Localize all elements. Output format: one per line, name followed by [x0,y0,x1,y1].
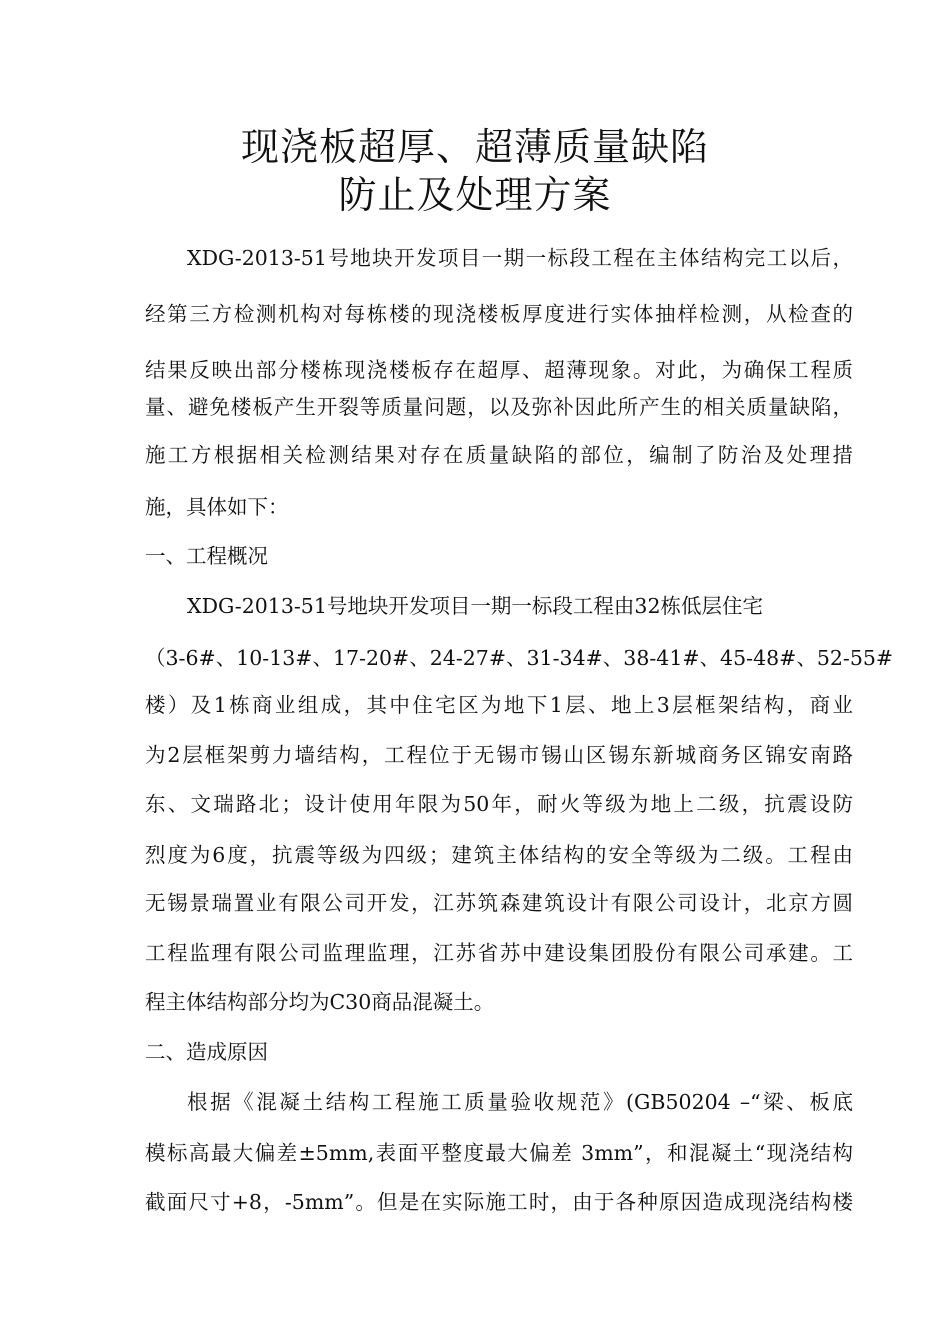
section-1-line-7: 无锡景瑞置业有限公司开发，江苏筑森建筑设计有限公司设计，北京方圆 [145,891,853,915]
document-title-line-1: 现浇板超厚、超薄质量缺陷 [240,125,709,169]
section-2-line-1: 根据《混凝土结构工程施工质量验收规范》(GB50204 –“梁、板底 [187,1090,853,1114]
document-title-line-2: 防止及处理方案 [338,173,612,217]
intro-line-2: 经第三方检测机构对每栋楼的现浇楼板厚度进行实体抽样检测，从检查的 [145,302,853,326]
section-1-line-5: 东、文瑞路北；设计使用年限为50年，耐火等级为地上二级，抗震设防 [145,792,853,816]
section-1-line-6: 烈度为6度，抗震等级为四级；建筑主体结构的安全等级为二级。工程由 [145,843,853,867]
intro-line-5: 施工方根据相关检测结果对存在质量缺陷的部位，编制了防治及处理措 [145,443,853,467]
section-1-line-2: （3-6#、10-13#、17-20#、24-27#、31-34#、38-41#、45-48#、52-55# [145,646,894,670]
section-2-line-2: 模标高最大偏差±5mm,表面平整度最大偏差 3mm”，和混凝土“现浇结构 [145,1141,853,1165]
intro-line-3: 结果反映出部分楼栋现浇楼板存在超厚、超薄现象。对此，为确保工程质 [145,358,853,382]
section-1-line-8: 工程监理有限公司监理监理，江苏省苏中建设集团股份有限公司承建。工 [145,941,853,965]
intro-line-6: 施，具体如下： [145,495,289,519]
section-1-line-1: XDG-2013-51号地块开发项目一期一标段工程由32栋低层住宅 [187,594,763,618]
intro-line-1: XDG-2013-51号地块开发项目一期一标段工程在主体结构完工以后， [187,246,853,270]
intro-line-4: 量、避免楼板产生开裂等质量问题，以及弥补因此所产生的相关质量缺陷， [145,395,853,419]
section-2-heading: 二、造成原因 [145,1040,268,1064]
section-1-heading: 一、工程概况 [145,544,268,568]
section-2-line-3: 截面尺寸+8，-5mm”。但是在实际施工时，由于各种原因造成现浇结构楼 [145,1190,853,1214]
section-1-line-3: 楼）及1栋商业组成，其中住宅区为地下1层、地上3层框架结构，商业 [145,693,853,717]
section-1-line-4: 为2层框架剪力墙结构，工程位于无锡市锡山区锡东新城商务区锦安南路 [145,743,853,767]
section-1-line-9: 程主体结构部分均为C30商品混凝土。 [145,990,495,1014]
